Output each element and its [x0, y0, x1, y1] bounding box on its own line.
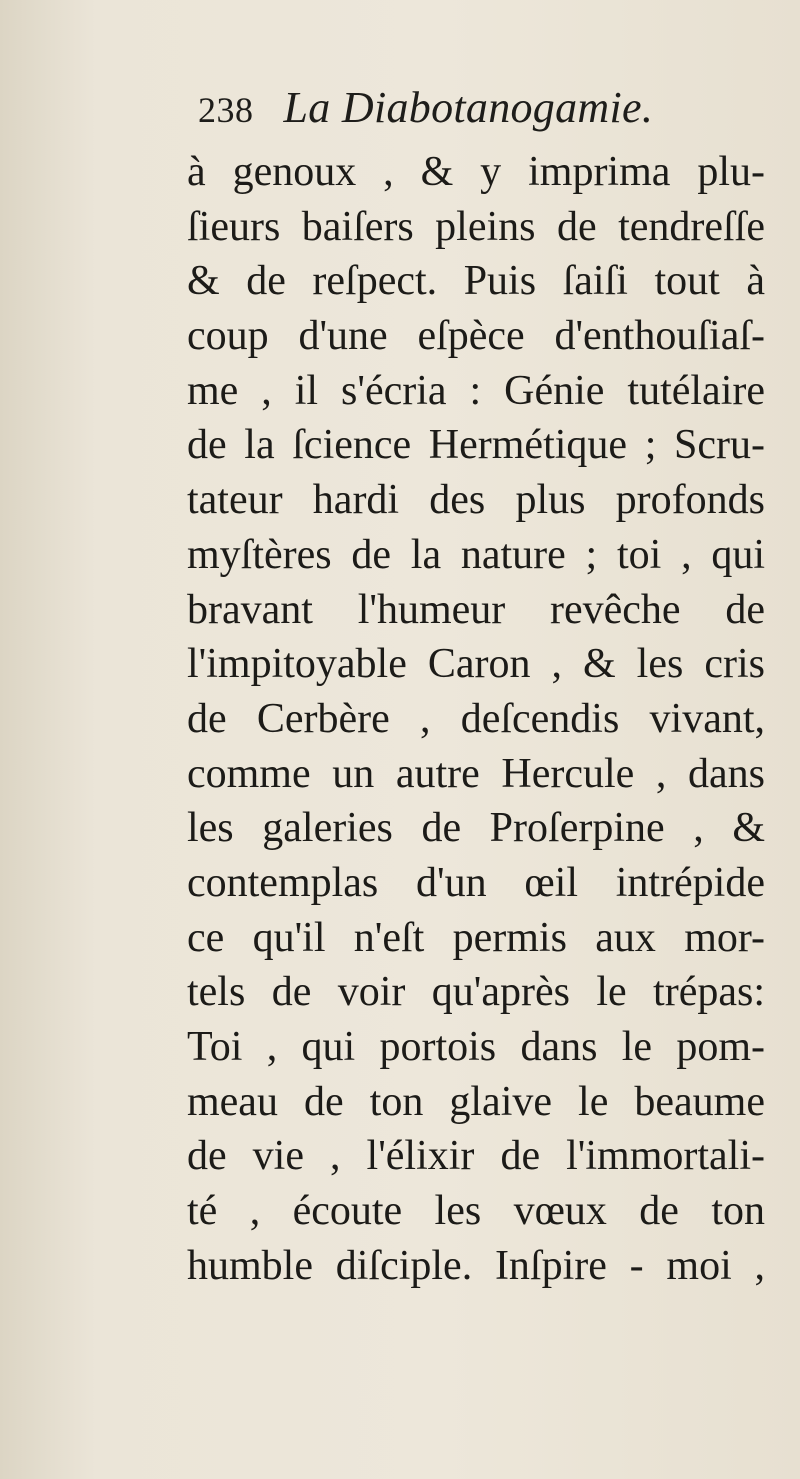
text-line: myſtères de la nature ; toi , qui: [187, 531, 765, 578]
text-line: tels de voir qu'après le trépas:: [187, 969, 765, 1016]
running-title: La Diabotanogamie.: [283, 83, 654, 132]
text-line: les galeries de Proſerpine , &: [187, 805, 765, 852]
text-line: de vie , l'élixir de l'immortali-: [187, 1133, 765, 1180]
text-line: Toi , qui portois dans le pom-: [187, 1024, 765, 1070]
text-line: coup d'une eſpèce d'enthouſiaſ-: [187, 313, 765, 360]
text-line: & de reſpect. Puis ſaiſi tout à: [187, 258, 765, 305]
text-line: de Cerbère , deſcendis vivant,: [187, 695, 765, 742]
body-text: [187, 145, 765, 1293]
text-line: comme un autre Hercule , dans: [187, 750, 765, 797]
text-line: de la ſcience Hermétique ; Scru-: [187, 422, 765, 469]
text-line: ce qu'il n'eſt permis aux mor-: [187, 914, 765, 961]
text-line: ſieurs baiſers pleins de tendreſſe: [187, 203, 765, 250]
text-line: bravant l'humeur revêche de: [187, 586, 765, 633]
text-line: té , écoute les vœux de ton: [187, 1188, 765, 1235]
page-number: 238: [198, 90, 254, 130]
text-line: humble diſciple. Inſpire - moi ,: [187, 1242, 765, 1289]
text-line: contemplas d'un œil intrépide: [187, 859, 765, 906]
page-header: [198, 82, 653, 142]
text-line: tateur hardi des plus profonds: [187, 477, 765, 524]
text-line: me , il s'écria : Génie tutélaire: [187, 367, 765, 414]
text-line: meau de ton glaive le beaume: [187, 1078, 765, 1125]
text-line: à genoux , & y imprima plu-: [187, 149, 765, 195]
text-line: l'impitoyable Caron , & les cris: [187, 641, 765, 688]
